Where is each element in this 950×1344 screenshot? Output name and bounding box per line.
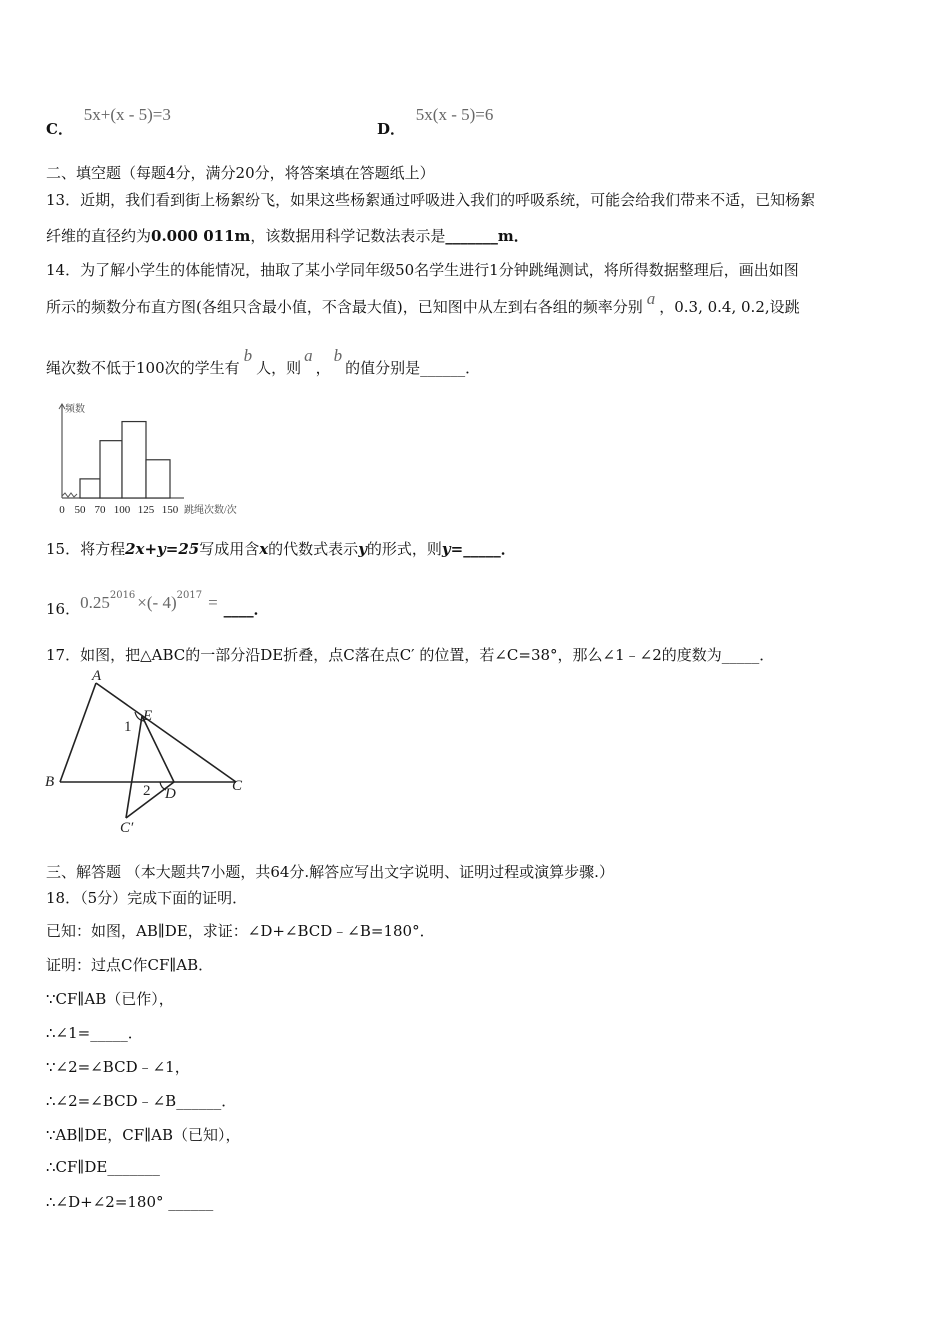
label-1: 1 (124, 719, 132, 735)
label-c-prime: C′ (120, 820, 134, 836)
q18-given: 已知：如图，AB∥DE，求证：∠D+∠BCD﹣∠B=180°． (46, 922, 435, 940)
option-d (377, 104, 494, 138)
q18-step3: ∵∠2=∠BCD﹣∠1， (46, 1058, 190, 1076)
label-2: 2 (143, 783, 151, 799)
q13-value: 0.000 011m (151, 227, 251, 245)
q14-var-b: b (243, 346, 253, 365)
q13-text-b: ，该数据用科学记数法表示是 (250, 227, 446, 245)
q18-step7: ∴∠D+∠2=180° ______ (46, 1193, 214, 1211)
q16-exp1: 2016 (109, 590, 136, 601)
tick-label: 150 (161, 504, 179, 516)
q15-equation: 2x+y=25 (125, 540, 200, 558)
q14-text-d: 人，则 (256, 359, 302, 377)
q14-text-e: 的值分别是______． (345, 359, 481, 377)
histogram-chart (44, 398, 254, 520)
q18-step1: ∵CF∥AB（已作）， (46, 990, 174, 1008)
q13-blank: _______ (445, 227, 498, 245)
histogram-bar (146, 460, 170, 498)
histogram-bar (80, 479, 100, 498)
label-d: D (165, 786, 176, 802)
label-b: B (45, 774, 55, 790)
tick-label: 50 (74, 504, 86, 516)
q16-times: ×(- 4) (137, 593, 177, 612)
q18-proof: 证明：过点C作CF∥AB． (46, 956, 214, 974)
tick-label: 125 (137, 504, 155, 516)
option-d-label: D． (377, 120, 406, 138)
section3-heading: 三、解答题 （本大题共7小题，共64分.解答应写出文字说明、证明过程或演算步骤.） (46, 863, 614, 881)
q15-end: =_____． (450, 540, 516, 558)
q14-line3 (46, 346, 481, 378)
q14-text-c: 绳次数不低于100次的学生有 (46, 359, 240, 377)
q15-y2: y (441, 540, 451, 558)
x-axis-label: 跳绳次数/次 (184, 505, 237, 516)
q18-step4: ∴∠2=∠BCD﹣∠B______． (46, 1092, 237, 1110)
q15-x: x (259, 540, 269, 558)
q13-text-a: 纤维的直径约为 (46, 227, 152, 245)
q18-step2: ∴∠1=_____． (46, 1024, 143, 1042)
q18-step6: ∴CF∥DE_______ (46, 1158, 160, 1176)
option-c-label: C． (46, 120, 73, 138)
option-d-expression: 5x(x - 5)=6 (415, 105, 494, 124)
tick-label: 100 (113, 504, 131, 516)
y-axis-label: 频数 (65, 404, 85, 415)
axis-break (62, 493, 77, 497)
q16-blank: ____． (223, 600, 269, 618)
q14-var-a: a (646, 289, 656, 308)
tick-label: 70 (94, 504, 106, 516)
q13-unit: m． (497, 227, 529, 245)
q18-title: 18．（5分）完成下面的证明． (46, 889, 248, 907)
q13-line2 (46, 225, 529, 246)
q16 (46, 590, 269, 618)
tick-label: 0 (59, 504, 65, 516)
q15-mid3: 的形式，则 (366, 540, 442, 558)
section2-heading: 二、填空题（每题4分，满分20分，将答案填在答题纸上） (46, 164, 435, 182)
q17-figure (40, 668, 250, 838)
label-c: C (232, 778, 243, 794)
side-ab (60, 683, 96, 782)
q15-mid: 写成用含 (199, 540, 260, 558)
q15-y: y (358, 540, 367, 558)
option-c (46, 104, 171, 138)
q14-line1: 14．为了解小学生的体能情况，抽取了某小学同年级50名学生进行1分钟跳绳测试，将所得数据整理后，画出如图 (46, 261, 799, 279)
q17-text: 17．如图，把△ABC的一部分沿DE折叠，点C落在点C′ 的位置，若∠C=38°，那么∠1﹣∠2的度数为_____． (46, 646, 775, 664)
q18-step5: ∵AB∥DE，CF∥AB（已知）， (46, 1126, 241, 1144)
q15 (46, 538, 516, 559)
q13-line1: 13．近期，我们看到街上杨絮纷飞，如果这些杨絮通过呼吸进入我们的呼吸系统，可能会给我们带来不适，已知杨絮 (46, 191, 816, 209)
q14-var-a2: a (304, 346, 313, 365)
label-e: E (143, 708, 153, 724)
q14-var-b2: b (333, 346, 343, 365)
q14-text-a: 所示的频数分布直方图(各组只含最小值，不含最大值)，已知图中从左到右各组的频率分别 (46, 298, 643, 316)
q16-eq: = (208, 593, 218, 612)
q15-prefix: 15．将方程 (46, 540, 126, 558)
q16-exp2: 2017 (176, 590, 203, 601)
q14-text-b: ，0.3, 0.4, 0.2,设跳 (659, 298, 800, 316)
histogram-bar (100, 441, 122, 498)
q15-mid2: 的代数式表示 (268, 540, 359, 558)
q16-num: 16． (46, 600, 81, 618)
q16-base: 0.25 (80, 593, 110, 612)
histogram-bar (122, 422, 146, 498)
label-a: A (92, 668, 102, 684)
q14-comma: ， (315, 359, 331, 377)
option-c-expression: 5x+(x - 5)=3 (83, 105, 171, 124)
q14-line2 (46, 289, 800, 317)
